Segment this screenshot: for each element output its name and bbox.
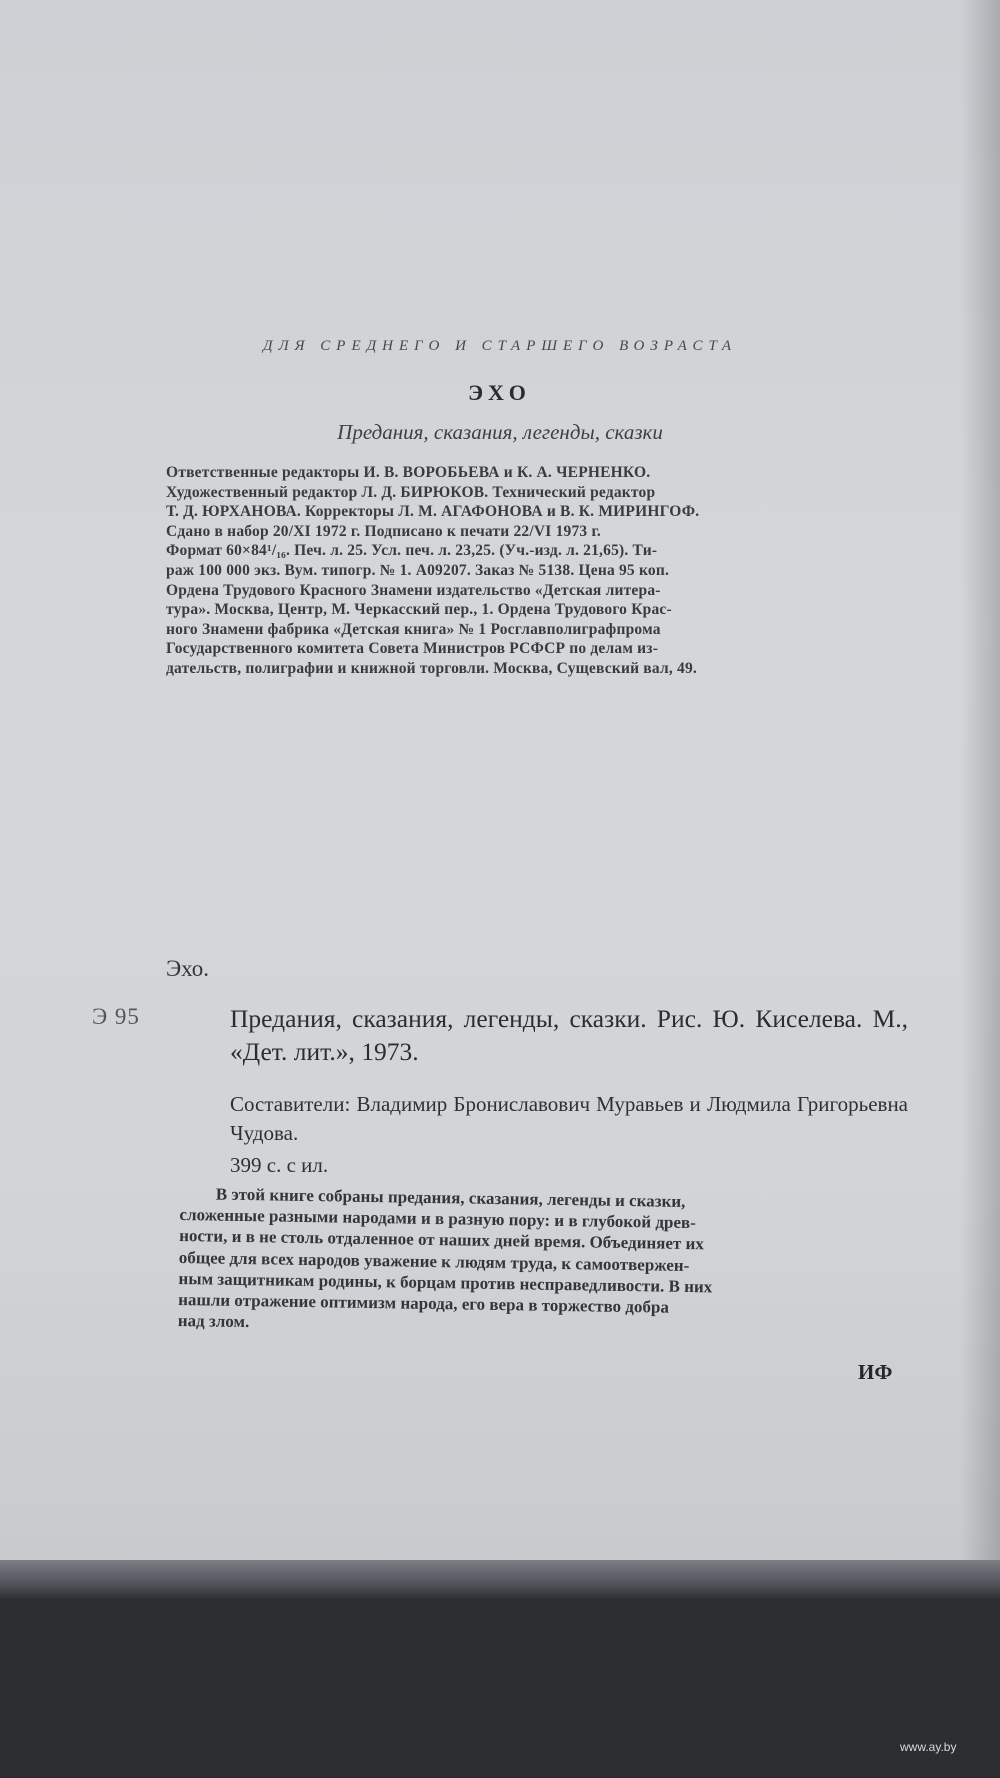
annotation-line: общее для всех народов уважение к людям труда, к самоотвержен- <box>178 1247 690 1275</box>
catalog-index: Э 95 <box>92 1004 140 1029</box>
catalog-pages: 399 с. с ил. <box>230 1153 329 1177</box>
page-shadow <box>960 0 1000 1600</box>
catalog-compilers: Составители: Владимир Брониславович Муравьев и Людмила Григорьевна Чудова. <box>230 1092 908 1145</box>
annotation-line: ности, и в не столь отдаленное от наших дней время. Объединяет их <box>179 1226 705 1254</box>
imprint-block <box>166 463 910 679</box>
imprint-line: Ответственные редакторы И. В. ВОРОБЬЕВА и К. А. ЧЕРНЕНКО. <box>166 464 651 481</box>
book-subtitle: Предания, сказания, легенды, сказки <box>337 420 663 444</box>
imprint-line: Ордена Трудового Красного Знамени издательство «Детская литера- <box>166 581 661 599</box>
annotation-line: нашли отражение оптимизм народа, его вера в торжество добра <box>178 1290 670 1317</box>
imprint-line: Т. Д. ЮРХАНОВА. Корректоры Л. М. АГАФОНОВА и В. К. МИРИНГОФ. <box>166 503 700 521</box>
audience-line: ДЛЯ СРЕДНЕГО И СТАРШЕГО ВОЗРАСТА <box>262 338 738 354</box>
page-edge <box>0 1560 1000 1600</box>
imprint-line: Формат 60×84¹/₁₆. Печ. л. 25. Усл. печ. л. 23,25. (Уч.-изд. л. 21,65). Ти- <box>166 542 658 560</box>
imprint-line: дательств, полиграфии и книжной торговли. Москва, Сущевский вал, 49. <box>166 659 697 677</box>
imprint-line: раж 100 000 экз. Вум. типогр. № 1. А09207. Заказ № 5138. Цена 95 коп. <box>166 561 670 579</box>
annotation-line: ным защитникам родины, к борцам против несправедливости. В них <box>178 1268 713 1297</box>
imprint-line: ного Знамени фабрика «Детская книга» № 1 Росглавполиграфпрома <box>166 620 661 638</box>
annotation-line: над злом. <box>177 1311 250 1332</box>
catalog-description: Предания, сказания, легенды, сказки. Рис. Ю. Киселева. М., «Дет. лит.», 1973. <box>230 1004 908 1066</box>
annotation-line: В этой книге собраны предания, сказания, легенды и сказки, <box>215 1184 686 1211</box>
imprint-line: Государственного комитета Совета Министров РСФСР по делам из- <box>166 640 659 658</box>
publisher-mark: ИФ <box>858 1360 893 1384</box>
book-title: ЭХО <box>468 380 532 405</box>
catalog-heading: Эхо. <box>166 956 210 981</box>
imprint-line: Художественный редактор Л. Д. БИРЮКОВ. Технический редактор <box>166 483 656 501</box>
imprint-line: Сдано в набор 20/XI 1972 г. Подписано к печати 22/VI 1973 г. <box>166 522 602 540</box>
watermark: www.ay.by <box>900 1740 957 1754</box>
imprint-line: тура». Москва, Центр, М. Черкасский пер., 1. Ордена Трудового Крас- <box>166 601 672 619</box>
annotation-line: сложенные разными народами и в разную пору: и в глубокой древ- <box>179 1205 697 1233</box>
annotation-block <box>178 1183 904 1343</box>
